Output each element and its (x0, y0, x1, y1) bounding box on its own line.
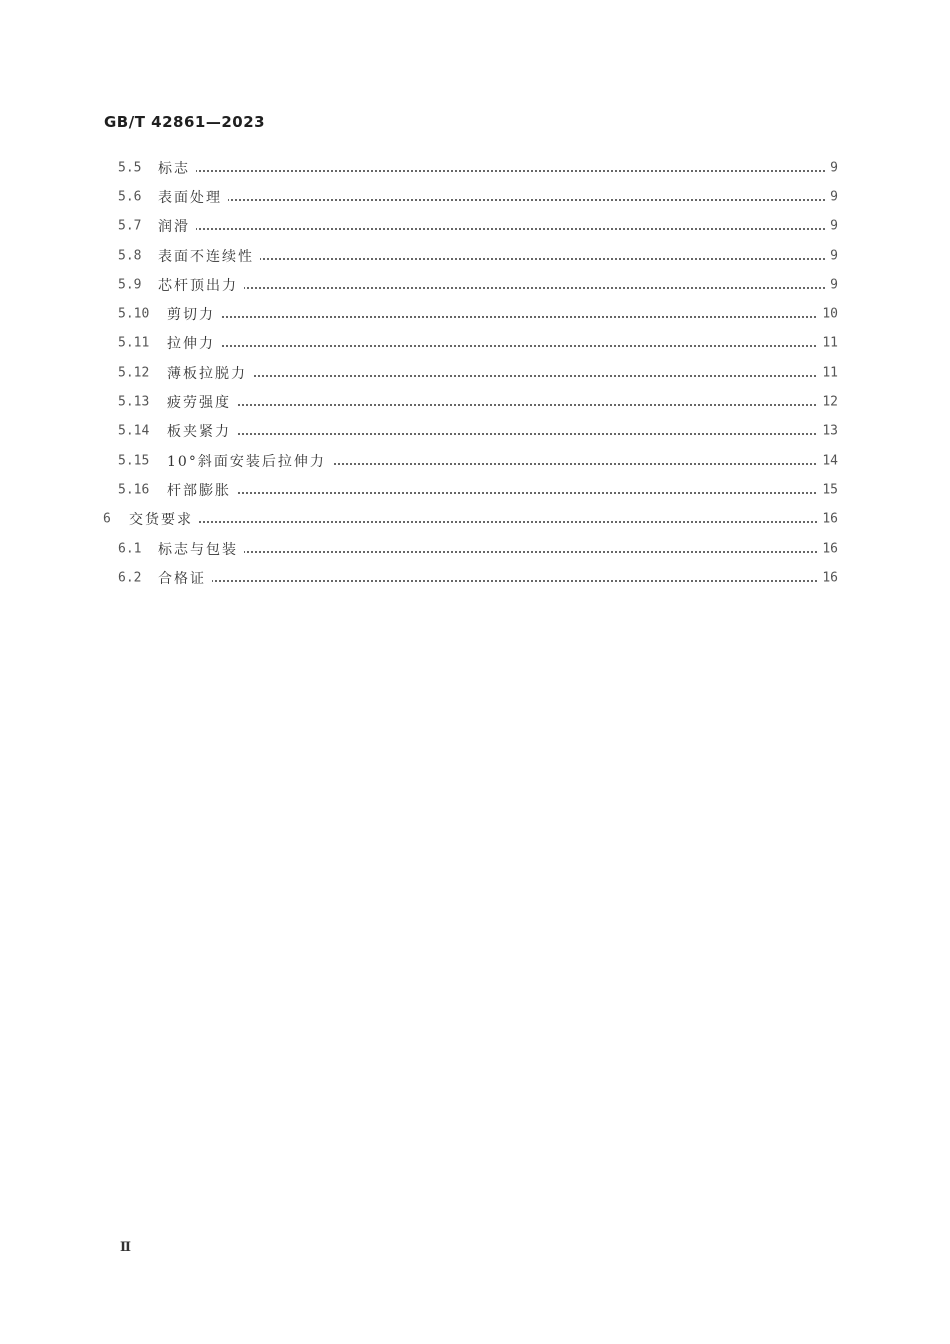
toc-entry[interactable] (0, 329, 950, 358)
toc-entry-title: 交货要求 (129, 509, 199, 529)
toc-dot-leader (170, 343, 828, 347)
toc-dot-leader (170, 490, 828, 494)
toc-entry-number: 5.6 (118, 189, 142, 205)
toc-entry-title: 合格证 (158, 568, 212, 588)
toc-entry[interactable] (0, 241, 950, 270)
toc-entry-number: 6.2 (118, 570, 142, 586)
toc-dot-leader (170, 373, 828, 377)
toc-entry-number: 5.5 (118, 160, 142, 176)
toc-entry[interactable] (0, 417, 950, 446)
toc-entry-title: 杆部膨胀 (167, 480, 237, 500)
toc-entry-title: 10°斜面安装后拉伸力 (167, 451, 332, 471)
toc-entry-page: 14 (818, 453, 838, 468)
toc-entry-page: 15 (818, 482, 838, 497)
toc-entry-number: 5.7 (118, 218, 142, 234)
toc-dot-leader (170, 431, 828, 435)
toc-dot-leader (170, 314, 828, 318)
toc-entry-page: 9 (826, 189, 838, 204)
toc-entry-number: 5.11 (118, 335, 150, 351)
toc-entry-page: 12 (818, 395, 838, 410)
toc-entry-number: 6.1 (118, 541, 142, 556)
toc-entry-title: 芯杆顶出力 (158, 275, 244, 295)
standard-code-header: GB/T 42861—2023 (104, 113, 266, 131)
toc-dot-leader (160, 168, 828, 172)
toc-entry-title: 剪切力 (167, 304, 221, 324)
toc-dot-leader (160, 578, 828, 582)
toc-entry-number: 5.10 (118, 306, 150, 322)
toc-dot-leader (170, 402, 828, 406)
toc-entry-title: 标志 (158, 158, 196, 178)
toc-entry[interactable] (0, 299, 950, 328)
toc-entry-number: 6 (103, 511, 111, 527)
toc-entry-page: 16 (818, 570, 838, 585)
toc-entry[interactable] (0, 475, 950, 504)
toc-entry[interactable] (0, 182, 950, 211)
toc-entry-page: 16 (818, 541, 838, 556)
toc-entry-title: 表面不连续性 (158, 246, 260, 266)
toc-dot-leader (160, 226, 828, 230)
toc-entry-title: 板夹紧力 (167, 421, 237, 441)
toc-entry-page: 11 (818, 336, 838, 351)
toc-entry[interactable] (0, 505, 950, 534)
toc-dot-leader (160, 549, 828, 553)
toc-entry[interactable] (0, 358, 950, 387)
toc-entry-page: 9 (826, 219, 838, 234)
toc-entry-number: 5.8 (118, 248, 142, 264)
toc-entry-number: 5.13 (118, 394, 150, 410)
toc-entry-page: 13 (818, 424, 838, 439)
toc-entry-page: 11 (818, 365, 838, 380)
toc-entry-title: 拉伸力 (167, 333, 221, 353)
toc-entry[interactable] (0, 387, 950, 416)
toc-entry-number: 5.15 (118, 453, 150, 469)
table-of-contents (0, 153, 950, 592)
toc-entry-page: 10 (818, 307, 838, 322)
toc-entry-page: 9 (826, 160, 838, 175)
toc-entry-number: 5.14 (118, 423, 150, 439)
toc-entry-title: 疲劳强度 (167, 392, 237, 412)
toc-dot-leader (160, 197, 828, 201)
toc-entry[interactable] (0, 212, 950, 241)
toc-entry-title: 标志与包装 (158, 539, 244, 559)
toc-entry-page: 9 (826, 277, 838, 292)
toc-entry[interactable] (0, 446, 950, 475)
toc-entry-title: 薄板拉脱力 (167, 363, 253, 383)
toc-entry-number: 5.16 (118, 482, 150, 498)
toc-entry-page: 16 (818, 512, 838, 527)
toc-dot-leader (132, 519, 828, 523)
toc-entry-number: 5.9 (118, 277, 142, 293)
toc-dot-leader (160, 285, 828, 289)
toc-entry[interactable] (0, 270, 950, 299)
toc-entry[interactable] (0, 534, 950, 563)
toc-entry[interactable] (0, 563, 950, 592)
toc-entry-title: 表面处理 (158, 187, 228, 207)
toc-entry[interactable] (0, 153, 950, 182)
page-number: Ⅱ (120, 1240, 131, 1255)
toc-entry-page: 9 (826, 248, 838, 263)
toc-entry-number: 5.12 (118, 365, 150, 381)
toc-dot-leader (160, 256, 828, 260)
toc-entry-title: 润滑 (158, 216, 196, 236)
